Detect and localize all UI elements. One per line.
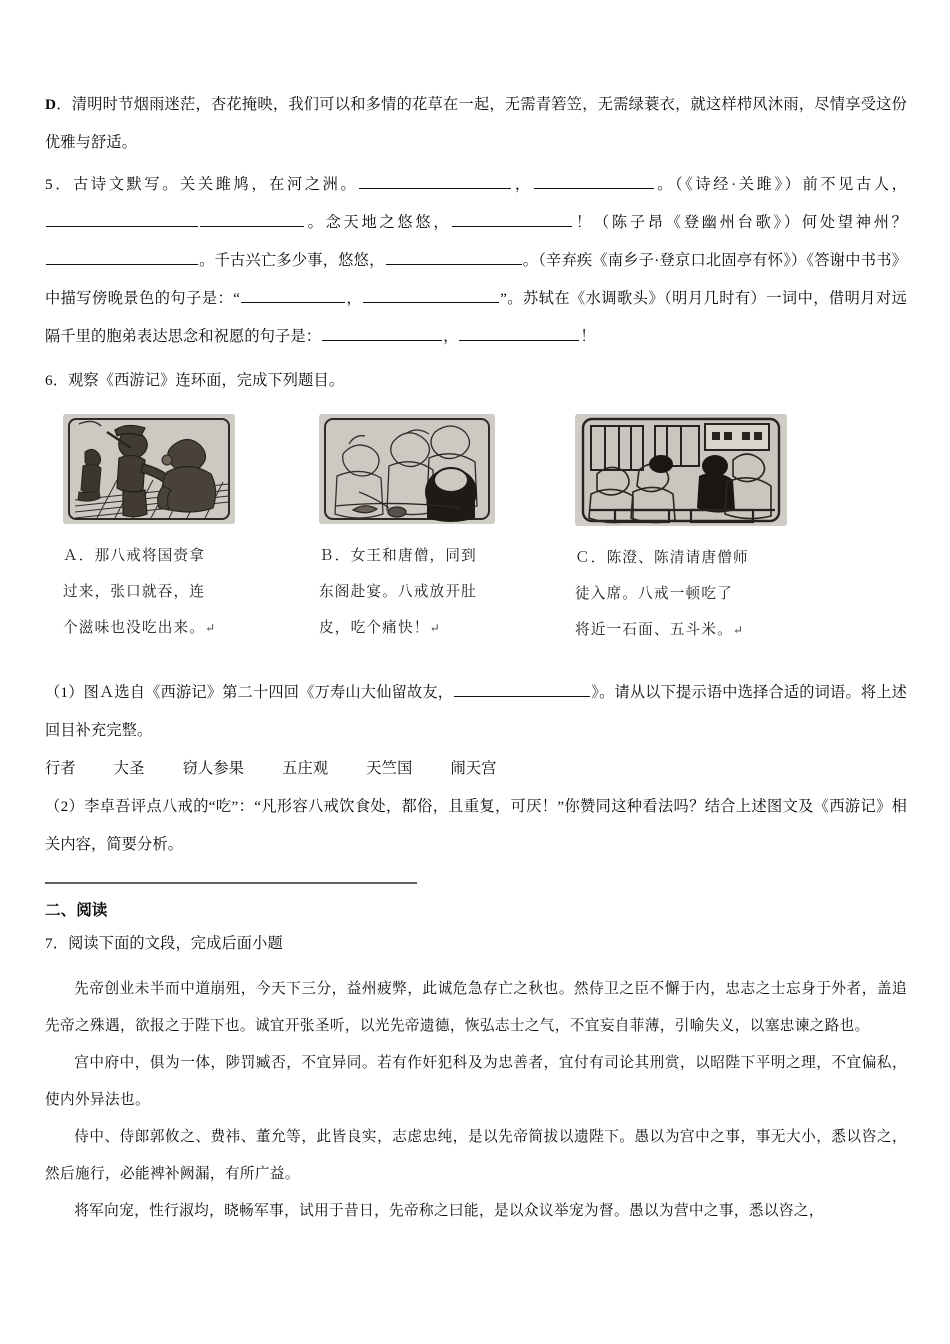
question-5-seg9: ”。苏轼在《水调歌头》（明月几时有）一词中，借明月对远隔千里的胞弟表达思念和祝愿的句子是： <box>45 290 907 345</box>
comic-image-c <box>575 414 787 526</box>
caption-line: Ａ．那八戒将国赍拿 <box>63 547 206 564</box>
question-6 <box>45 362 907 400</box>
answer-blank-chapter-title[interactable] <box>454 681 590 697</box>
question-5-number: 5 <box>45 176 53 193</box>
question-7-number: 7 <box>45 935 53 952</box>
hint-word-list <box>45 750 907 788</box>
question-6-sub1 <box>45 674 907 750</box>
comic-caption-c <box>575 540 771 648</box>
answer-blank-1[interactable] <box>359 173 511 189</box>
answer-blank-2[interactable] <box>534 173 654 189</box>
caption-line: 过来，张口就吞，连 <box>63 583 206 600</box>
question-5-seg8: ， <box>346 290 363 307</box>
answer-blank-9[interactable] <box>322 325 442 341</box>
page-content <box>45 86 907 1229</box>
caption-line: 皮，吃个痛快！ <box>319 619 430 636</box>
question-5-seg2: ， <box>512 176 533 193</box>
pilcrow-icon: ↵ <box>429 621 441 635</box>
answer-blank-3[interactable] <box>46 211 198 227</box>
question-5-seg11: ！ <box>580 328 596 345</box>
hint-word[interactable]: 闹天宫 <box>450 760 497 777</box>
caption-line: 个滋味也没吃出来。 <box>63 619 206 636</box>
hint-word[interactable]: 天竺国 <box>366 760 413 777</box>
answer-blank-3b[interactable] <box>200 211 304 227</box>
caption-line: Ｂ．女王和唐僧，同到 <box>319 547 477 564</box>
question-6-sub2: （2）李卓吾评点八戒的“吃”：“凡形容八戒饮食处，都俗，且重复，可厌！”你赞同这种看法吗？结合上述图文及《西游记》相关内容，简要分析。 <box>45 798 907 853</box>
prose-paragraph-2: 宫中府中，俱为一体，陟罚臧否，不宜异同。若有作奸犯科及为忠善者，宜付有司论其刑赏，以昭陛下平明之理，不宜偏私，使内外异法也。 <box>45 1054 907 1108</box>
question-7-text: ．阅读下面的文段，完成后面小题 <box>52 935 283 952</box>
comic-strip <box>45 414 907 648</box>
question-5-seg10: ， <box>443 328 459 345</box>
caption-line: Ｃ．陈澄、陈清请唐僧师 <box>575 549 749 566</box>
comic-image-b <box>319 414 495 524</box>
question-6-text: ．观察《西游记》连环面，完成下列题目。 <box>52 372 345 389</box>
hint-word[interactable]: 窃人参果 <box>182 760 245 777</box>
comic-cell-a <box>63 414 315 648</box>
caption-line: 将近一石面、五斗米。 <box>575 621 733 638</box>
comic-caption-a <box>63 538 259 646</box>
comic-cell-b <box>319 414 571 648</box>
answer-write-line[interactable] <box>45 882 417 884</box>
question-7-prompt <box>45 928 907 960</box>
answer-blank-6[interactable] <box>386 249 522 265</box>
caption-line: 东阁赴宴。八戒放开肚 <box>319 583 477 600</box>
answer-blank-4[interactable] <box>452 211 572 227</box>
pilcrow-icon: ↵ <box>732 623 745 637</box>
prose-paragraph-3: 侍中、侍郎郭攸之、费祎、董允等，此皆良实，志虑忠纯，是以先帝简拔以遗陛下。愚以为宫中之事，事无大小，悉以咨之，然后施行，必能裨补阙漏，有所广益。 <box>45 1128 907 1182</box>
answer-blank-8[interactable] <box>363 287 499 303</box>
hint-word[interactable]: 行者 <box>45 760 76 777</box>
question-5 <box>45 166 907 356</box>
question-6-number: 6 <box>45 372 53 389</box>
section-heading-reading: 二、阅读 <box>45 902 108 919</box>
question-5-seg3: 。（《诗经·关雎》）前不见古人， <box>654 176 907 193</box>
question-5-seg5: ！（陈子昂《登幽州台歌》）何处望神州？ <box>573 214 908 231</box>
hint-word[interactable]: 大圣 <box>113 760 145 777</box>
pilcrow-icon: ↵ <box>205 621 217 635</box>
prose-paragraph-1: 先帝创业未半而中道崩殂，今天下三分，益州疲弊，此诚危急存亡之秋也。然侍卫之臣不懈于内，忠志之士忘身于外者，盖追先帝之殊遇，欲报之于陛下也。诚宜开张圣听，以光先帝遗德，恢弘志士之气，不宜妄自菲薄，引喻失义，以塞忠谏之路也。 <box>45 980 907 1034</box>
sub1-seg1: （1）图Ａ选自《西游记》第二十四回《万寿山大仙留故友， <box>45 684 454 701</box>
hint-word[interactable]: 五庄观 <box>282 760 329 777</box>
answer-blank-5[interactable] <box>46 249 198 265</box>
answer-blank-10[interactable] <box>459 325 579 341</box>
question-5-seg1: ．古诗文默写。关关雎鸠，在河之洲。 <box>52 176 359 193</box>
sub1-seg2: 》。请从以下提示语中选择合适的词语。将上述回目补充完整。 <box>45 684 907 739</box>
option-d-label: D <box>45 96 57 113</box>
option-d-text: ．清明时节烟雨迷茫，杏花掩映，我们可以和多情的花草在一起，无需青箬笠，无需绿蓑衣，就这样栉风沐雨，尽情享受这份优雅与舒适。 <box>45 96 907 151</box>
comic-cell-c <box>575 414 827 648</box>
comic-caption-b <box>319 538 515 646</box>
caption-line: 徒入席。八戒一顿吃了 <box>575 585 733 602</box>
comic-image-a <box>63 414 235 524</box>
answer-blank-7[interactable] <box>241 287 345 303</box>
question-5-seg7: 。（辛弃疾《南乡子·登京口北固亭有怀》）《答谢中书书》中描写傍晚景色的句子是：“ <box>45 252 907 307</box>
prose-paragraph-4: 将军向宠，性行淑均，晓畅军事，试用于昔日，先帝称之曰能，是以众议举宠为督。愚以为营中之事，悉以咨之， <box>74 1202 824 1219</box>
option-d-paragraph <box>45 86 907 162</box>
question-5-seg4: 。念天地之悠悠， <box>305 214 452 231</box>
question-5-seg6: 。千古兴亡多少事，悠悠， <box>199 252 385 269</box>
